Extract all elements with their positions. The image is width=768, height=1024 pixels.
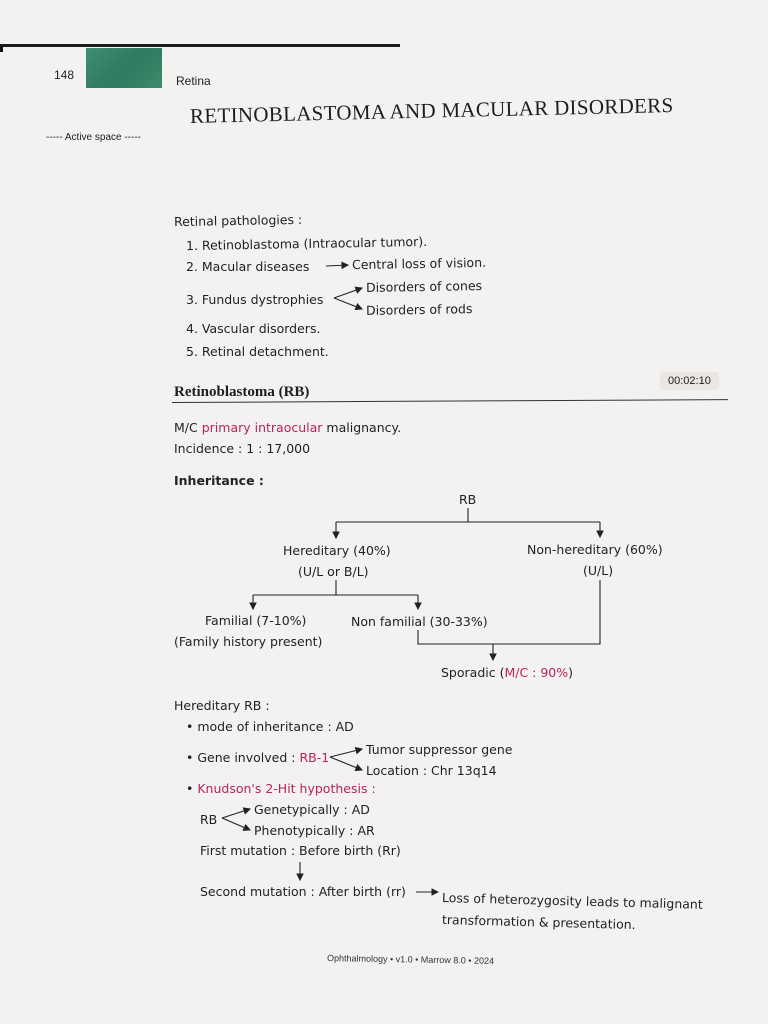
page-number: 148 — [54, 68, 75, 82]
tree-non-hereditary: Non-hereditary (60%) — [527, 542, 663, 557]
gene-branch: Location : Chr 13q14 — [366, 763, 497, 778]
sporadic-suffix: ) — [568, 665, 574, 680]
dystrophy-branch: Disorders of rods — [365, 301, 473, 318]
dystrophy-fork-upper — [334, 288, 362, 298]
gene-fork-upper — [330, 749, 362, 757]
pathology-result: Central loss of vision. — [351, 254, 487, 273]
bullet-text: mode of inheritance : AD — [197, 719, 354, 734]
bullet-inheritance: • mode of inheritance : AD — [186, 719, 354, 734]
loss-line-1: Loss of heterozygosity leads to malignant — [441, 890, 703, 912]
page-title: RETINOBLASTOMA AND MACULAR DISORDERS — [189, 93, 674, 128]
loss-line-2: transformation & presentation. — [441, 912, 636, 933]
gene-fork-lower — [330, 757, 362, 770]
tree-non-hereditary-sub: (U/L) — [583, 563, 614, 578]
tree-familial-sub: (Family history present) — [174, 634, 323, 649]
first-mutation: First mutation : Before birth (Rr) — [200, 843, 401, 858]
pathology-item: 5. Retinal detachment. — [186, 344, 329, 359]
pathologies-heading: Retinal pathologies : — [173, 211, 303, 230]
pathology-item: 2. Macular diseases — [186, 259, 310, 274]
gene-name: RB-1 — [299, 750, 330, 765]
hereditary-rb-heading: Hereditary RB : — [174, 698, 270, 713]
tree-non-familial: Non familial (30-33%) — [351, 614, 488, 629]
mc-prefix: M/C — [174, 420, 198, 435]
knudson-fork-lower — [222, 818, 250, 830]
tree-hereditary: Hereditary (40%) — [283, 543, 391, 558]
gene-branch: Tumor suppressor gene — [366, 742, 513, 757]
active-space-label: ----- Active space ----- — [46, 132, 141, 143]
section-heading: Retinoblastoma (RB) — [174, 384, 310, 400]
tree-non-familial-down — [418, 630, 493, 644]
knudson-fork-upper — [222, 809, 250, 818]
incidence: Incidence : 1 : 17,000 — [174, 441, 311, 456]
mc-suffix: malignancy. — [326, 420, 402, 435]
tree-root: RB — [459, 492, 477, 507]
pathology-item: 3. Fundus dystrophies — [186, 292, 324, 307]
video-timestamp[interactable]: 00:02:10 — [660, 372, 719, 390]
knudson-rb: RB — [200, 812, 218, 827]
dystrophy-fork-lower — [334, 298, 362, 309]
sporadic-highlight: M/C : 90% — [504, 665, 569, 680]
page-footer: Ophthalmology • v1.0 • Marrow 8.0 • 2024 — [326, 953, 495, 966]
gene-prefix: Gene involved : — [197, 750, 296, 765]
sporadic-prefix: Sporadic ( — [441, 665, 505, 680]
tree-familial: Familial (7-10%) — [205, 613, 307, 628]
mc-highlight: primary intraocular — [201, 420, 323, 435]
knudson-text: Knudson's 2-Hit hypothesis : — [197, 781, 376, 796]
pathology-item: 1. Retinoblastoma (Intraocular tumor). — [185, 233, 428, 254]
macular-arrow — [326, 265, 348, 266]
dystrophy-branch: Disorders of cones — [365, 277, 483, 296]
inheritance-heading: Inheritance : — [174, 473, 264, 488]
bullet-gene: • Gene involved : RB-1 — [186, 750, 330, 765]
knudson-branch: Genetypically : AD — [254, 802, 370, 817]
bullet-knudson: • Knudson's 2-Hit hypothesis : — [186, 781, 376, 796]
section-label: Retina — [176, 74, 211, 88]
second-mutation: Second mutation : After birth (rr) — [200, 884, 406, 899]
tree-hereditary-sub: (U/L or B/L) — [298, 564, 369, 579]
pathology-item: 4. Vascular disorders. — [186, 321, 321, 336]
knudson-branch: Phenotypically : AR — [254, 823, 375, 838]
tree-non-hereditary-down — [493, 580, 600, 644]
